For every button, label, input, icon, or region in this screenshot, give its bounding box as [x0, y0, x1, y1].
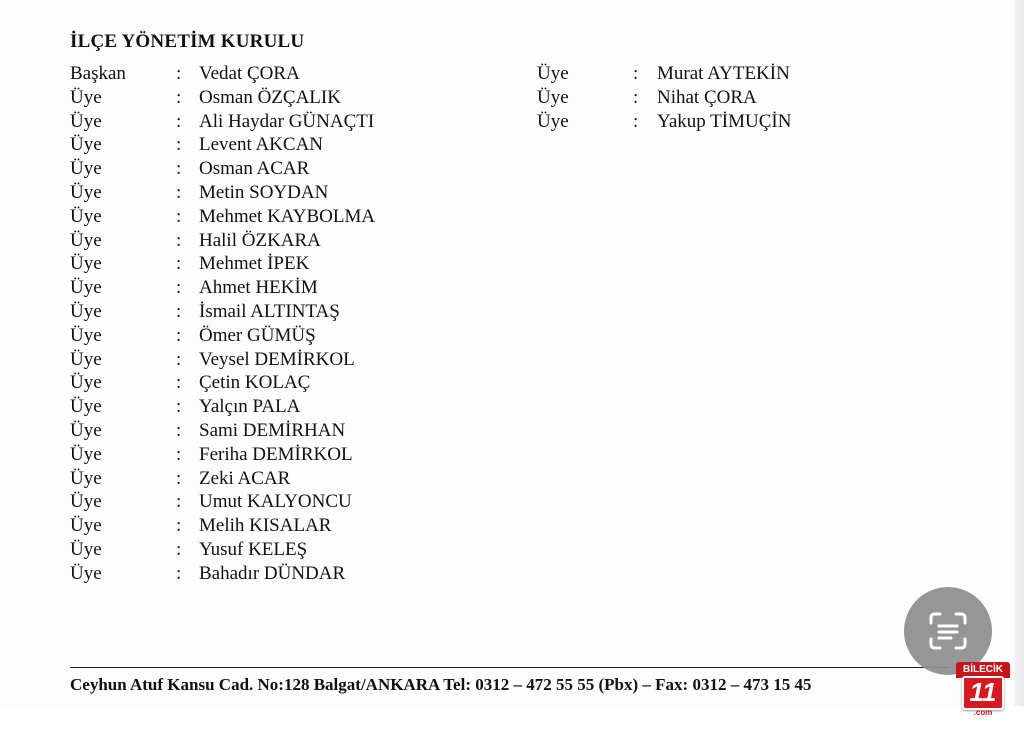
logo-number: 11 [962, 676, 1004, 710]
footer-divider [70, 667, 950, 668]
member-name: Yalçın PALA [199, 396, 301, 418]
member-separator: : [176, 205, 182, 227]
member-name: Ömer GÜMÜŞ [199, 324, 316, 346]
member-separator: : [176, 396, 182, 418]
member-role: Üye [70, 158, 102, 180]
member-separator: : [176, 419, 182, 441]
member-role: Üye [70, 396, 102, 418]
member-separator: : [633, 63, 639, 84]
member-separator: : [176, 324, 182, 346]
footer-address: Ceyhun Atuf Kansu Cad. No:128 Balgat/ANKARA Tel: 0312 – 472 55 55 (Pbx) – Fax: 0312 – 473 15 45 [70, 675, 812, 694]
member-role: Üye [70, 538, 102, 560]
member-name: Ali Haydar GÜNAÇTI [199, 110, 375, 132]
member-role: Üye [70, 348, 102, 370]
member-separator: : [176, 300, 182, 322]
member-role: Üye [70, 372, 102, 394]
member-separator: : [176, 158, 182, 180]
member-separator: : [176, 63, 182, 84]
member-role: Üye [70, 181, 102, 203]
member-role: Üye [70, 134, 102, 156]
member-role: Üye [537, 63, 569, 84]
member-role: Üye [70, 300, 102, 322]
page-title: İLÇE YÖNETİM KURULU [70, 31, 305, 52]
member-separator: : [176, 110, 182, 132]
member-separator: : [176, 181, 182, 203]
member-name: Zeki ACAR [199, 467, 291, 489]
member-role: Üye [70, 229, 102, 251]
member-separator: : [176, 253, 182, 275]
member-role: Üye [70, 419, 102, 441]
bilecik11-logo [956, 662, 1010, 720]
member-separator: : [176, 229, 182, 251]
member-name: Mehmet İPEK [199, 253, 310, 275]
member-separator: : [176, 491, 182, 513]
member-name: Nihat ÇORA [657, 86, 757, 108]
member-name: Murat AYTEKİN [657, 63, 790, 84]
member-separator: : [176, 348, 182, 370]
member-role: Üye [70, 515, 102, 537]
member-name: Bahadır DÜNDAR [199, 562, 346, 584]
member-role: Üye [70, 324, 102, 346]
member-role: Üye [537, 86, 569, 108]
viewer-bottom-strip [0, 706, 1024, 729]
member-name: Osman ACAR [199, 158, 310, 180]
member-separator: : [176, 134, 182, 156]
member-separator: : [176, 467, 182, 489]
member-name: Halil ÖZKARA [199, 229, 321, 251]
member-name: Umut KALYONCU [199, 491, 352, 513]
member-name: Ahmet HEKİM [199, 277, 318, 299]
member-separator: : [176, 538, 182, 560]
member-name: Levent AKCAN [199, 134, 324, 156]
member-separator: : [176, 562, 182, 584]
member-role: Üye [70, 205, 102, 227]
member-separator: : [176, 86, 182, 108]
member-name: Metin SOYDAN [199, 181, 329, 203]
member-role: Üye [70, 562, 102, 584]
member-name: İsmail ALTINTAŞ [199, 300, 340, 322]
member-separator: : [176, 515, 182, 537]
member-name: Mehmet KAYBOLMA [199, 205, 376, 227]
member-name: Melih KISALAR [199, 515, 332, 537]
member-name: Osman ÖZÇALIK [199, 86, 341, 108]
member-separator: : [176, 277, 182, 299]
member-name: Feriha DEMİRKOL [199, 443, 353, 465]
page-edge [1014, 0, 1024, 706]
member-role: Başkan [70, 63, 126, 84]
member-name: Çetin KOLAÇ [199, 372, 311, 394]
logo-domain: .com [973, 708, 993, 717]
member-separator: : [633, 86, 639, 108]
member-role: Üye [70, 467, 102, 489]
member-separator: : [176, 372, 182, 394]
member-role: Üye [70, 491, 102, 513]
text-scan-icon [926, 609, 970, 653]
member-name: Yakup TİMUÇİN [657, 110, 792, 132]
member-role: Üye [70, 443, 102, 465]
member-name: Vedat ÇORA [199, 63, 300, 84]
logo-top-text: BİLECİK [956, 662, 1010, 678]
member-name: Veysel DEMİRKOL [199, 348, 355, 370]
member-role: Üye [70, 110, 102, 132]
member-name: Sami DEMİRHAN [199, 419, 346, 441]
member-separator: : [633, 110, 639, 132]
member-separator: : [176, 443, 182, 465]
member-role: Üye [70, 86, 102, 108]
member-name: Yusuf KELEŞ [199, 538, 308, 560]
member-role: Üye [537, 110, 569, 132]
member-role: Üye [70, 253, 102, 275]
member-role: Üye [70, 277, 102, 299]
